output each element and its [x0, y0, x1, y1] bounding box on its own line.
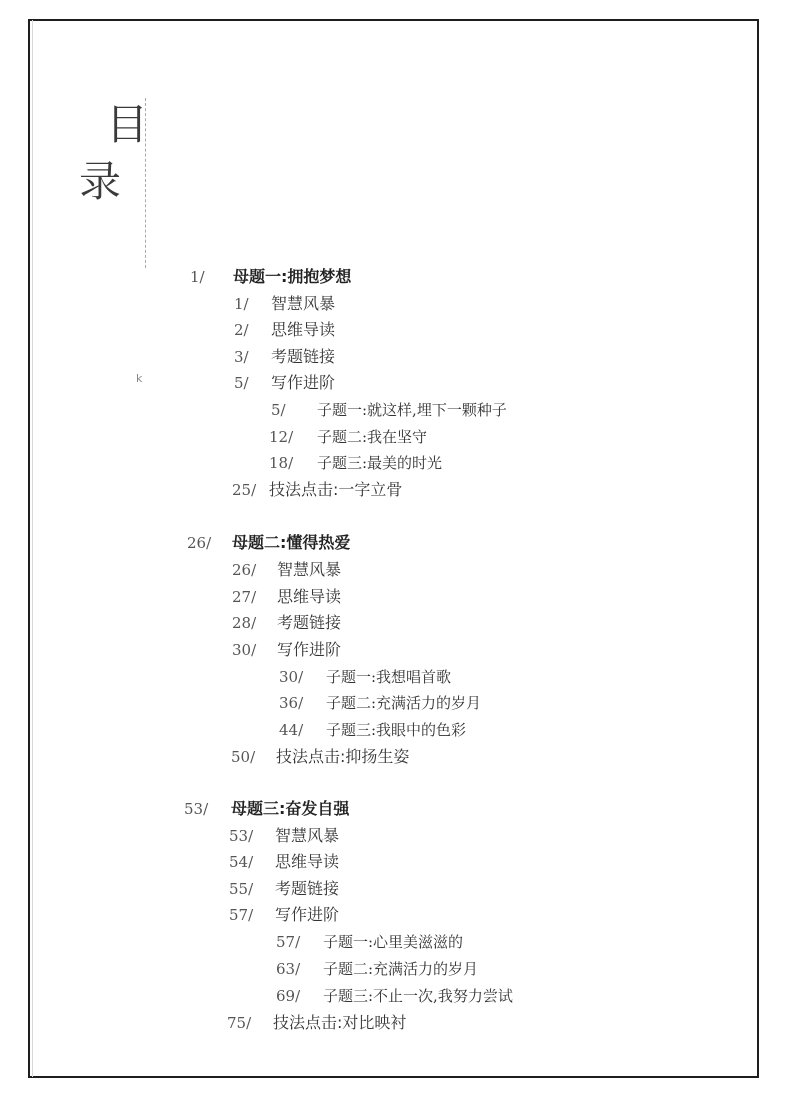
toc-page-number: 1/: [190, 268, 205, 286]
toc-page-number: 26/: [232, 561, 257, 579]
toc-entry-title: 子题二:我在坚守: [317, 428, 428, 446]
toc-page-number: 2/: [234, 321, 249, 339]
toc-entry-title: 思维导读: [275, 852, 340, 871]
toc-page-number: 18/: [269, 454, 294, 472]
toc-page-number: 53/: [184, 800, 209, 818]
toc-entry-title: 技法点击:抑扬生姿: [276, 747, 410, 766]
toc-entry-title: 子题一:心里美滋滋的: [323, 933, 464, 951]
toc-page-number: 1/: [234, 295, 249, 313]
toc-entry-title: 思维导读: [277, 587, 342, 606]
toc-entry-title: 思维导读: [271, 320, 336, 339]
heading-char-lu: 录: [79, 157, 122, 206]
stray-mark: k: [136, 372, 143, 385]
toc-entry-title: 写作进阶: [275, 905, 340, 924]
toc-entry-title: 写作进阶: [277, 640, 342, 659]
toc-page-number: 30/: [279, 668, 304, 686]
page-frame: [28, 19, 759, 1078]
toc-page-number: 5/: [271, 401, 286, 419]
toc-entry-title: 子题一:就这样,埋下一颗种子: [317, 401, 507, 419]
toc-entry-title: 母题二:懂得热爱: [232, 533, 351, 552]
toc-entry-title: 写作进阶: [271, 373, 336, 392]
toc-entry-title: 母题三:奋发自强: [231, 799, 350, 818]
toc-entry-title: 技法点击:一字立骨: [269, 480, 403, 499]
toc-page-number: 57/: [276, 933, 301, 951]
toc-page-number: 54/: [229, 853, 254, 871]
toc-page-number: 50/: [231, 748, 256, 766]
toc-page-number: 63/: [276, 960, 301, 978]
toc-page-number: 55/: [229, 880, 254, 898]
heading-dashed-rule: [145, 98, 146, 268]
toc-page-number: 27/: [232, 588, 257, 606]
binding-edge: [32, 20, 33, 1077]
toc-entry-title: 考题链接: [277, 613, 342, 632]
toc-page-number: 5/: [234, 374, 249, 392]
toc-page-number: 57/: [229, 906, 254, 924]
toc-entry-title: 技法点击:对比映衬: [273, 1013, 407, 1032]
toc-page-number: 36/: [279, 694, 304, 712]
toc-page-number: 25/: [232, 481, 257, 499]
toc-page-number: 3/: [234, 348, 249, 366]
toc-page-number: 30/: [232, 641, 257, 659]
toc-entry-title: 智慧风暴: [277, 560, 342, 579]
heading-char-mu: 目: [106, 100, 149, 149]
toc-page-number: 69/: [276, 987, 301, 1005]
toc-page-number: 26/: [187, 534, 212, 552]
toc-page-number: 28/: [232, 614, 257, 632]
toc-entry-title: 智慧风暴: [275, 826, 340, 845]
toc-entry-title: 母题一:拥抱梦想: [233, 267, 352, 286]
toc-page-number: 12/: [269, 428, 294, 446]
toc-entry-title: 考题链接: [275, 879, 340, 898]
toc-entry-title: 子题三:不止一次,我努力尝试: [323, 987, 513, 1005]
toc-entry-title: 子题三:最美的时光: [317, 454, 443, 472]
toc-entry-title: 子题三:我眼中的色彩: [326, 721, 467, 739]
toc-page-number: 44/: [279, 721, 304, 739]
toc-page-number: 75/: [227, 1014, 252, 1032]
toc-entry-title: 子题一:我想唱首歌: [326, 668, 452, 686]
toc-entry-title: 子题二:充满活力的岁月: [323, 960, 479, 978]
toc-page-number: 53/: [229, 827, 254, 845]
toc-entry-title: 子题二:充满活力的岁月: [326, 694, 482, 712]
toc-entry-title: 智慧风暴: [271, 294, 336, 313]
toc-entry-title: 考题链接: [271, 347, 336, 366]
